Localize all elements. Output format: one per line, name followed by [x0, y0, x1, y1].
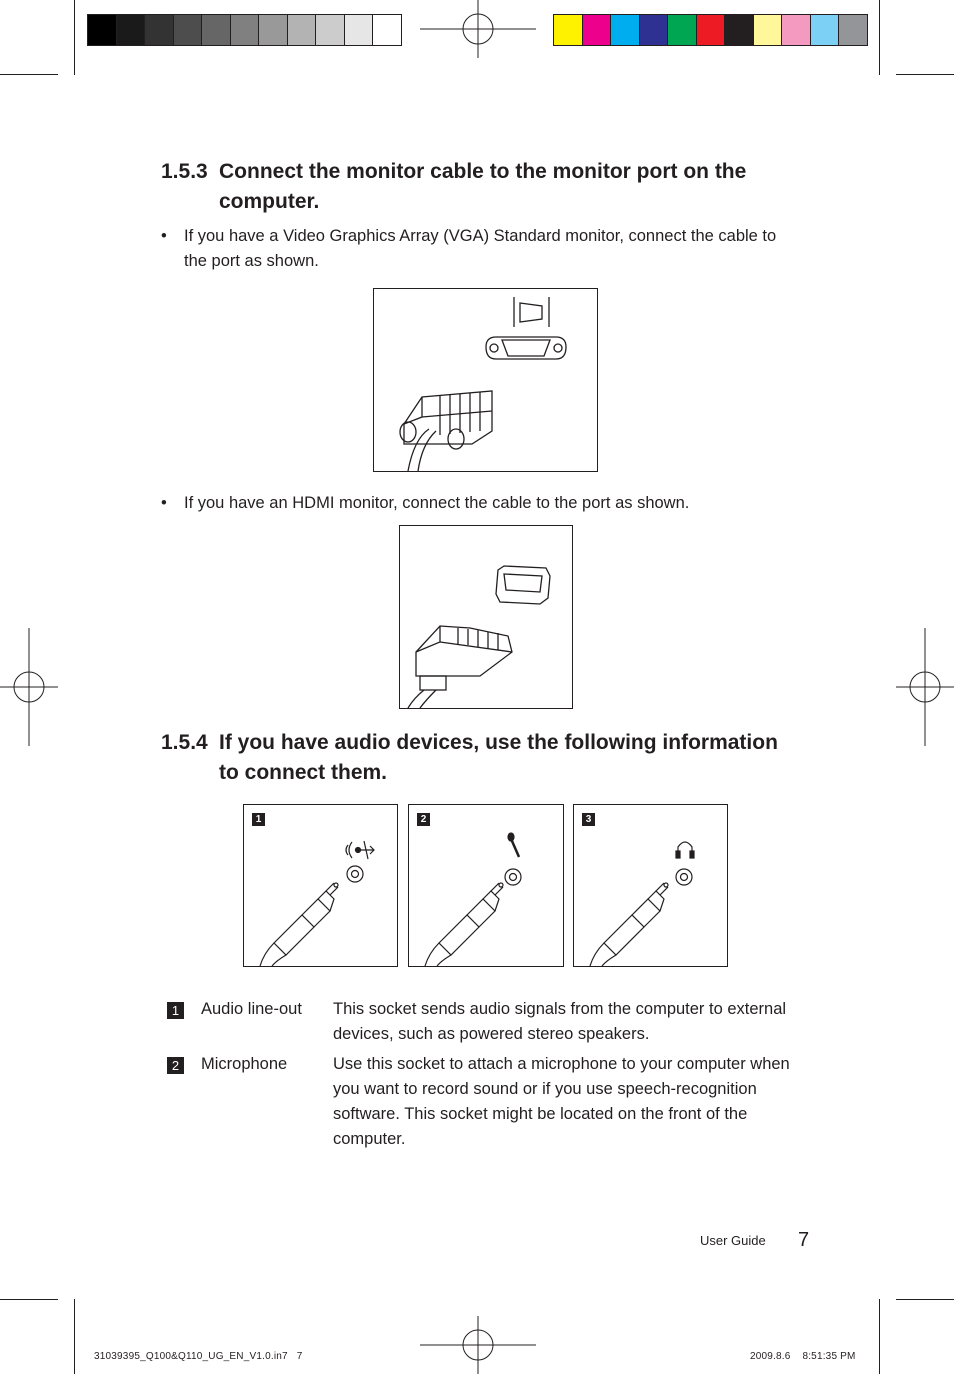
grayscale-swatch	[174, 15, 203, 45]
grayscale-swatch	[316, 15, 345, 45]
vga-connector-figure	[373, 288, 598, 472]
audio-line-out-illustration	[244, 805, 397, 966]
footer-label: User Guide	[700, 1233, 766, 1248]
registration-mark-bottom	[420, 1314, 536, 1374]
grayscale-swatch	[345, 15, 374, 45]
item-badge: 2	[167, 1057, 184, 1074]
registration-mark-left	[0, 628, 60, 746]
bullet-vga	[161, 224, 791, 274]
process-swatch	[697, 15, 726, 45]
process-swatch	[583, 15, 612, 45]
figure-badge-3: 3	[582, 813, 595, 826]
process-swatch	[725, 15, 754, 45]
slug-file-info: 31039395_Q100&Q110_UG_EN_V1.0.in7 7	[94, 1351, 303, 1362]
hdmi-connector-figure	[399, 525, 573, 709]
bullet-dot: •	[161, 494, 167, 512]
grayscale-swatch	[288, 15, 317, 45]
vga-connector-illustration	[374, 289, 597, 471]
section-1-5-3-heading	[161, 157, 811, 219]
bullet-vga-text: If you have a Video Graphics Array (VGA) Standard monitor, connect the cable to the port as shown.	[184, 227, 777, 270]
process-swatch	[782, 15, 811, 45]
hdmi-connector-illustration	[400, 526, 572, 708]
item-description: Use this socket to attach a microphone to your computer when you want to record sound or if you use speech-recognition software. This socket might be located on the front of the computer.	[333, 1055, 790, 1148]
bullet-hdmi	[161, 491, 791, 516]
process-color-bar	[553, 14, 868, 46]
process-swatch	[640, 15, 669, 45]
process-swatch	[839, 15, 867, 45]
item-term: Audio line-out	[201, 1000, 302, 1018]
section-number: 1.5.4	[161, 731, 208, 754]
process-swatch	[611, 15, 640, 45]
process-swatch	[668, 15, 697, 45]
process-swatch	[554, 15, 583, 45]
section-number: 1.5.3	[161, 160, 208, 183]
grayscale-swatch	[231, 15, 260, 45]
item-badge: 1	[167, 1002, 184, 1019]
grayscale-swatch	[373, 15, 401, 45]
grayscale-swatch	[145, 15, 174, 45]
item-term: Microphone	[201, 1055, 288, 1073]
section-title: Connect the monitor cable to the monitor port on the computer.	[219, 160, 747, 213]
headphone-figure	[573, 804, 728, 967]
bullet-hdmi-text: If you have an HDMI monitor, connect the cable to the port as shown.	[184, 494, 690, 512]
registration-mark-top	[420, 0, 536, 60]
figure-badge-2: 2	[417, 813, 430, 826]
grayscale-color-bar	[87, 14, 402, 46]
grayscale-swatch	[88, 15, 117, 45]
item-description: This socket sends audio signals from the computer to external devices, such as powered stereo speakers.	[333, 1000, 787, 1043]
page-number: 7	[798, 1229, 810, 1251]
grayscale-swatch	[259, 15, 288, 45]
microphone-figure	[408, 804, 564, 967]
grayscale-swatch	[117, 15, 146, 45]
section-1-5-4-heading	[161, 728, 811, 790]
headphone-illustration	[574, 805, 727, 966]
process-swatch	[811, 15, 840, 45]
section-title: If you have audio devices, use the following information to connect them.	[219, 731, 778, 784]
grayscale-swatch	[202, 15, 231, 45]
process-swatch	[754, 15, 783, 45]
slug-timestamp: 2009.8.6 8:51:35 PM	[750, 1351, 856, 1362]
microphone-illustration	[409, 805, 563, 966]
audio-line-out-figure	[243, 804, 398, 967]
registration-mark-right	[894, 628, 954, 746]
bullet-dot: •	[161, 227, 167, 245]
figure-badge-1: 1	[252, 813, 265, 826]
